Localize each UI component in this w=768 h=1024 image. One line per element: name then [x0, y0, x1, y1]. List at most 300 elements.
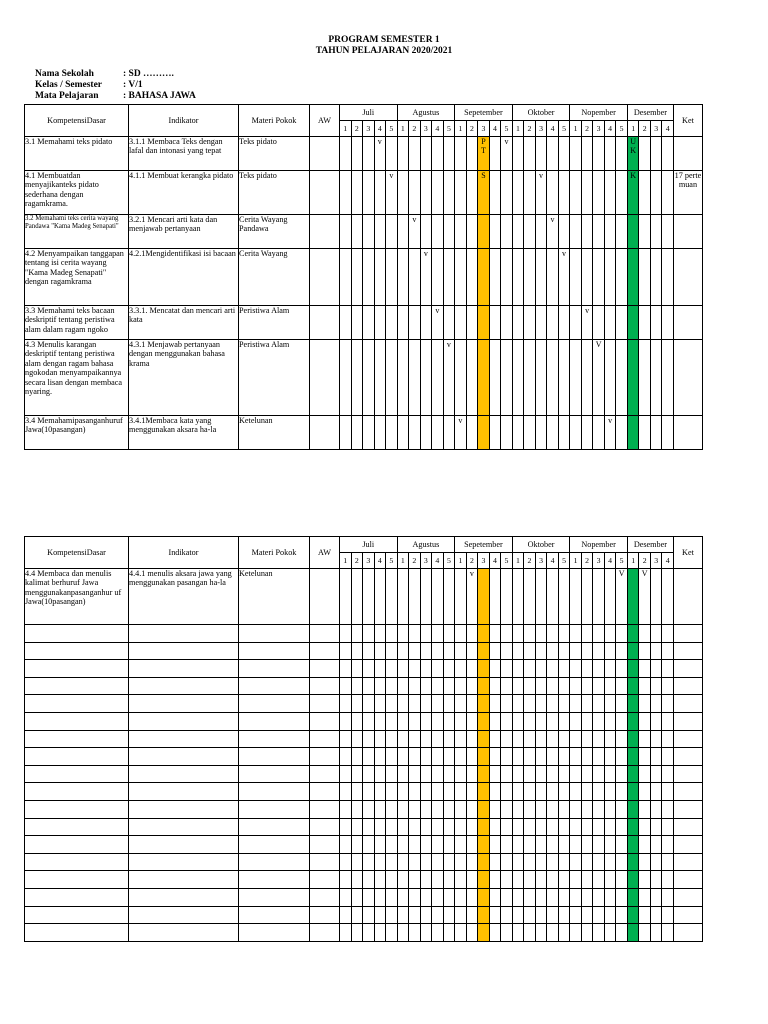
ket-cell: 17 perte muan — [673, 171, 702, 215]
week-cell — [501, 215, 513, 249]
empty-cell — [25, 783, 129, 801]
empty-cell — [501, 695, 513, 713]
schedule-mark: v — [585, 306, 590, 315]
empty-cell — [239, 642, 310, 660]
empty-cell — [374, 836, 386, 854]
week-cell — [524, 569, 536, 625]
schedule-mark: v — [458, 416, 463, 425]
empty-cell — [650, 906, 662, 924]
empty-cell — [340, 836, 352, 854]
empty-row — [25, 660, 703, 678]
week-cell — [443, 249, 455, 306]
week-cell — [535, 306, 547, 340]
empty-cell — [581, 712, 593, 730]
week-cell — [639, 340, 651, 416]
empty-cell — [239, 695, 310, 713]
empty-cell — [397, 712, 409, 730]
empty-cell — [673, 924, 702, 942]
week-cell — [386, 416, 398, 450]
empty-cell — [409, 906, 421, 924]
uks-cell — [627, 712, 639, 730]
empty-cell — [512, 748, 524, 766]
empty-cell — [524, 783, 536, 801]
table-row — [25, 306, 703, 340]
empty-cell — [432, 836, 444, 854]
program-table-2 — [24, 536, 703, 942]
empty-cell — [558, 625, 570, 643]
week-cell — [650, 137, 662, 171]
empty-cell — [443, 800, 455, 818]
empty-cell — [420, 695, 432, 713]
week-cell — [374, 306, 386, 340]
empty-cell — [374, 765, 386, 783]
empty-cell — [409, 748, 421, 766]
schedule-mark: v — [562, 249, 567, 258]
week-cell — [570, 215, 582, 249]
empty-cell — [535, 660, 547, 678]
week-cell — [604, 137, 616, 171]
empty-cell — [673, 783, 702, 801]
week-cell — [363, 416, 375, 450]
empty-cell — [593, 906, 605, 924]
pts-cell — [478, 800, 490, 818]
empty-cell — [455, 800, 467, 818]
empty-cell — [524, 853, 536, 871]
empty-cell — [662, 695, 674, 713]
week-number: 2 — [581, 121, 593, 137]
schedule-mark: v — [412, 215, 417, 224]
indikator-cell: 3.4.1Membaca kata yang menggunakan aksara ha-la — [129, 416, 239, 450]
empty-cell — [455, 888, 467, 906]
empty-cell — [239, 836, 310, 854]
empty-cell — [340, 800, 352, 818]
empty-cell — [239, 660, 310, 678]
empty-cell — [604, 748, 616, 766]
empty-cell — [340, 871, 352, 889]
empty-cell — [639, 924, 651, 942]
empty-cell — [310, 783, 340, 801]
week-cell — [616, 416, 628, 450]
empty-cell — [397, 765, 409, 783]
empty-cell — [397, 730, 409, 748]
ket-cell — [673, 249, 702, 306]
empty-cell — [570, 748, 582, 766]
aw-cell — [310, 340, 340, 416]
empty-cell — [455, 836, 467, 854]
empty-cell — [397, 660, 409, 678]
week-number: 1 — [512, 553, 524, 569]
week-cell — [570, 249, 582, 306]
empty-cell — [466, 871, 478, 889]
empty-cell — [581, 783, 593, 801]
week-number: 4 — [489, 553, 501, 569]
week-number: 3 — [593, 553, 605, 569]
week-cell — [547, 171, 559, 215]
week-number: 4 — [604, 553, 616, 569]
empty-cell — [455, 853, 467, 871]
kompetensi-cell: 3.1 Memahami teks pidato — [25, 137, 129, 171]
empty-cell — [310, 800, 340, 818]
week-cell — [409, 340, 421, 416]
empty-cell — [535, 730, 547, 748]
empty-cell — [662, 642, 674, 660]
empty-cell — [386, 625, 398, 643]
empty-cell — [616, 853, 628, 871]
empty-cell — [639, 642, 651, 660]
indikator-cell: 3.1.1 Membaca Teks dengan lafal dan intonasi yang tepat — [129, 137, 239, 171]
empty-cell — [455, 748, 467, 766]
week-number: 3 — [420, 553, 432, 569]
week-number: 3 — [478, 121, 490, 137]
ket-cell — [673, 340, 702, 416]
empty-cell — [581, 818, 593, 836]
empty-cell — [570, 695, 582, 713]
empty-cell — [409, 924, 421, 942]
week-cell — [409, 171, 421, 215]
week-number: 3 — [363, 553, 375, 569]
empty-cell — [662, 783, 674, 801]
week-cell — [616, 569, 628, 625]
week-cell — [662, 171, 674, 215]
empty-cell — [673, 677, 702, 695]
week-cell — [386, 569, 398, 625]
week-cell — [340, 569, 352, 625]
week-number: 3 — [535, 121, 547, 137]
empty-cell — [639, 625, 651, 643]
empty-cell — [593, 748, 605, 766]
empty-cell — [662, 906, 674, 924]
pts-cell — [478, 836, 490, 854]
empty-cell — [25, 730, 129, 748]
pts-cell — [478, 712, 490, 730]
empty-cell — [558, 748, 570, 766]
empty-cell — [593, 888, 605, 906]
pts-cell — [478, 625, 490, 643]
empty-cell — [466, 836, 478, 854]
week-cell — [662, 249, 674, 306]
week-cell — [363, 569, 375, 625]
empty-cell — [489, 695, 501, 713]
title-line-2: TAHUN PELAJARAN 2020/2021 — [315, 46, 453, 56]
empty-cell — [374, 871, 386, 889]
week-number: 5 — [386, 553, 398, 569]
empty-cell — [604, 836, 616, 854]
schedule-mark: v — [435, 306, 440, 315]
empty-cell — [489, 924, 501, 942]
empty-cell — [639, 712, 651, 730]
week-number: 2 — [639, 121, 651, 137]
empty-cell — [593, 800, 605, 818]
empty-cell — [512, 818, 524, 836]
empty-cell — [443, 677, 455, 695]
empty-cell — [547, 765, 559, 783]
empty-cell — [650, 695, 662, 713]
week-cell — [581, 340, 593, 416]
week-cell — [650, 340, 662, 416]
uks-letter: U — [630, 137, 637, 146]
empty-cell — [420, 765, 432, 783]
empty-cell — [558, 765, 570, 783]
empty-cell — [386, 888, 398, 906]
empty-cell — [581, 853, 593, 871]
empty-cell — [239, 871, 310, 889]
empty-cell — [351, 730, 363, 748]
empty-cell — [374, 783, 386, 801]
empty-cell — [650, 712, 662, 730]
empty-cell — [604, 625, 616, 643]
empty-cell — [593, 625, 605, 643]
week-cell — [501, 171, 513, 215]
week-cell — [639, 249, 651, 306]
week-cell — [524, 340, 536, 416]
empty-cell — [432, 677, 444, 695]
column-header-kompetensi: KompetensiDasar — [25, 105, 129, 137]
empty-cell — [616, 660, 628, 678]
empty-cell — [524, 748, 536, 766]
pts-cell — [478, 871, 490, 889]
week-cell — [604, 416, 616, 450]
week-cell — [489, 340, 501, 416]
empty-cell — [524, 871, 536, 889]
empty-cell — [535, 924, 547, 942]
empty-cell — [650, 853, 662, 871]
empty-cell — [374, 712, 386, 730]
empty-cell — [432, 660, 444, 678]
empty-cell — [363, 625, 375, 643]
week-cell — [650, 569, 662, 625]
empty-cell — [650, 765, 662, 783]
week-cell — [466, 306, 478, 340]
week-cell — [374, 215, 386, 249]
week-cell — [662, 215, 674, 249]
week-cell — [547, 569, 559, 625]
week-cell — [466, 137, 478, 171]
empty-cell — [512, 888, 524, 906]
empty-cell — [397, 800, 409, 818]
empty-cell — [386, 836, 398, 854]
schedule-mark: v — [539, 171, 544, 180]
empty-cell — [432, 765, 444, 783]
empty-cell — [570, 818, 582, 836]
empty-cell — [432, 783, 444, 801]
empty-cell — [363, 748, 375, 766]
week-cell — [570, 340, 582, 416]
empty-cell — [420, 906, 432, 924]
empty-cell — [650, 677, 662, 695]
week-cell — [581, 171, 593, 215]
empty-cell — [673, 765, 702, 783]
empty-cell — [374, 818, 386, 836]
empty-cell — [639, 888, 651, 906]
table-row — [25, 569, 703, 625]
uks-cell — [627, 642, 639, 660]
week-cell — [489, 215, 501, 249]
table-row — [25, 249, 703, 306]
empty-cell — [25, 871, 129, 889]
week-number: 1 — [570, 121, 582, 137]
empty-cell — [662, 712, 674, 730]
column-header-ket: Ket — [673, 537, 702, 569]
week-number: 2 — [409, 121, 421, 137]
ket-cell — [673, 215, 702, 249]
week-cell — [639, 171, 651, 215]
empty-cell — [25, 765, 129, 783]
empty-cell — [310, 625, 340, 643]
empty-cell — [432, 748, 444, 766]
empty-cell — [512, 765, 524, 783]
week-cell — [340, 340, 352, 416]
week-cell — [512, 215, 524, 249]
empty-cell — [524, 888, 536, 906]
empty-cell — [489, 888, 501, 906]
week-cell — [535, 171, 547, 215]
empty-cell — [374, 800, 386, 818]
week-cell — [397, 249, 409, 306]
empty-cell — [639, 748, 651, 766]
empty-cell — [25, 677, 129, 695]
empty-row — [25, 836, 703, 854]
empty-row — [25, 765, 703, 783]
empty-cell — [239, 765, 310, 783]
empty-cell — [25, 853, 129, 871]
empty-cell — [547, 677, 559, 695]
week-cell — [662, 416, 674, 450]
uks-cell — [627, 416, 639, 450]
empty-cell — [374, 748, 386, 766]
week-cell — [570, 171, 582, 215]
empty-cell — [524, 660, 536, 678]
empty-cell — [466, 906, 478, 924]
week-cell — [386, 306, 398, 340]
empty-cell — [351, 625, 363, 643]
empty-cell — [420, 625, 432, 643]
empty-cell — [420, 730, 432, 748]
pts-cell — [478, 906, 490, 924]
empty-cell — [351, 677, 363, 695]
empty-cell — [581, 765, 593, 783]
week-cell — [340, 306, 352, 340]
empty-cell — [443, 783, 455, 801]
empty-cell — [351, 765, 363, 783]
empty-cell — [374, 642, 386, 660]
month-header: Desember — [627, 537, 673, 553]
week-cell — [535, 137, 547, 171]
week-cell — [363, 171, 375, 215]
empty-cell — [489, 871, 501, 889]
empty-cell — [570, 660, 582, 678]
empty-cell — [616, 712, 628, 730]
title-line-1: PROGRAM SEMESTER 1 — [328, 35, 440, 45]
week-cell — [489, 137, 501, 171]
week-cell — [351, 171, 363, 215]
empty-cell — [374, 924, 386, 942]
empty-cell — [558, 853, 570, 871]
empty-cell — [581, 888, 593, 906]
week-cell — [466, 215, 478, 249]
week-number: 2 — [524, 121, 536, 137]
empty-cell — [351, 853, 363, 871]
uks-cell — [627, 695, 639, 713]
empty-cell — [673, 818, 702, 836]
empty-cell — [673, 695, 702, 713]
empty-cell — [604, 677, 616, 695]
week-cell — [489, 306, 501, 340]
empty-cell — [616, 748, 628, 766]
empty-cell — [397, 642, 409, 660]
empty-cell — [512, 625, 524, 643]
empty-cell — [129, 748, 239, 766]
empty-cell — [489, 660, 501, 678]
materi-cell: Teks pidato — [239, 171, 310, 215]
week-number: 5 — [501, 553, 513, 569]
week-cell — [512, 569, 524, 625]
empty-cell — [239, 712, 310, 730]
pts-letter: T — [481, 146, 486, 156]
column-header-indikator: Indikator — [129, 105, 239, 137]
empty-cell — [673, 748, 702, 766]
empty-cell — [420, 924, 432, 942]
empty-cell — [466, 677, 478, 695]
empty-cell — [25, 888, 129, 906]
empty-cell — [374, 625, 386, 643]
empty-cell — [129, 888, 239, 906]
empty-cell — [489, 906, 501, 924]
empty-cell — [420, 871, 432, 889]
week-cell — [570, 137, 582, 171]
empty-cell — [351, 800, 363, 818]
info-value: : SD ………. — [123, 69, 174, 79]
week-cell — [547, 416, 559, 450]
empty-cell — [662, 677, 674, 695]
empty-cell — [501, 924, 513, 942]
week-number: 4 — [662, 121, 674, 137]
empty-cell — [581, 660, 593, 678]
empty-cell — [547, 853, 559, 871]
week-cell — [351, 416, 363, 450]
week-cell — [650, 171, 662, 215]
week-cell — [489, 416, 501, 450]
empty-cell — [524, 765, 536, 783]
week-number: 2 — [581, 553, 593, 569]
empty-cell — [558, 888, 570, 906]
week-cell — [512, 249, 524, 306]
empty-cell — [501, 853, 513, 871]
week-number: 4 — [374, 121, 386, 137]
empty-cell — [547, 924, 559, 942]
empty-row — [25, 800, 703, 818]
month-header: Sepetember — [455, 537, 513, 553]
info-value: : BAHASA JAWA — [123, 91, 196, 101]
empty-cell — [581, 625, 593, 643]
week-cell — [558, 340, 570, 416]
empty-row — [25, 888, 703, 906]
empty-cell — [604, 783, 616, 801]
empty-cell — [239, 677, 310, 695]
week-cell — [340, 416, 352, 450]
materi-cell: Peristiwa Alam — [239, 340, 310, 416]
empty-cell — [535, 783, 547, 801]
empty-cell — [25, 748, 129, 766]
empty-cell — [25, 695, 129, 713]
empty-cell — [466, 748, 478, 766]
empty-cell — [363, 642, 375, 660]
empty-cell — [639, 836, 651, 854]
empty-cell — [501, 871, 513, 889]
empty-cell — [501, 906, 513, 924]
empty-cell — [604, 730, 616, 748]
empty-cell — [535, 888, 547, 906]
week-cell — [455, 306, 467, 340]
